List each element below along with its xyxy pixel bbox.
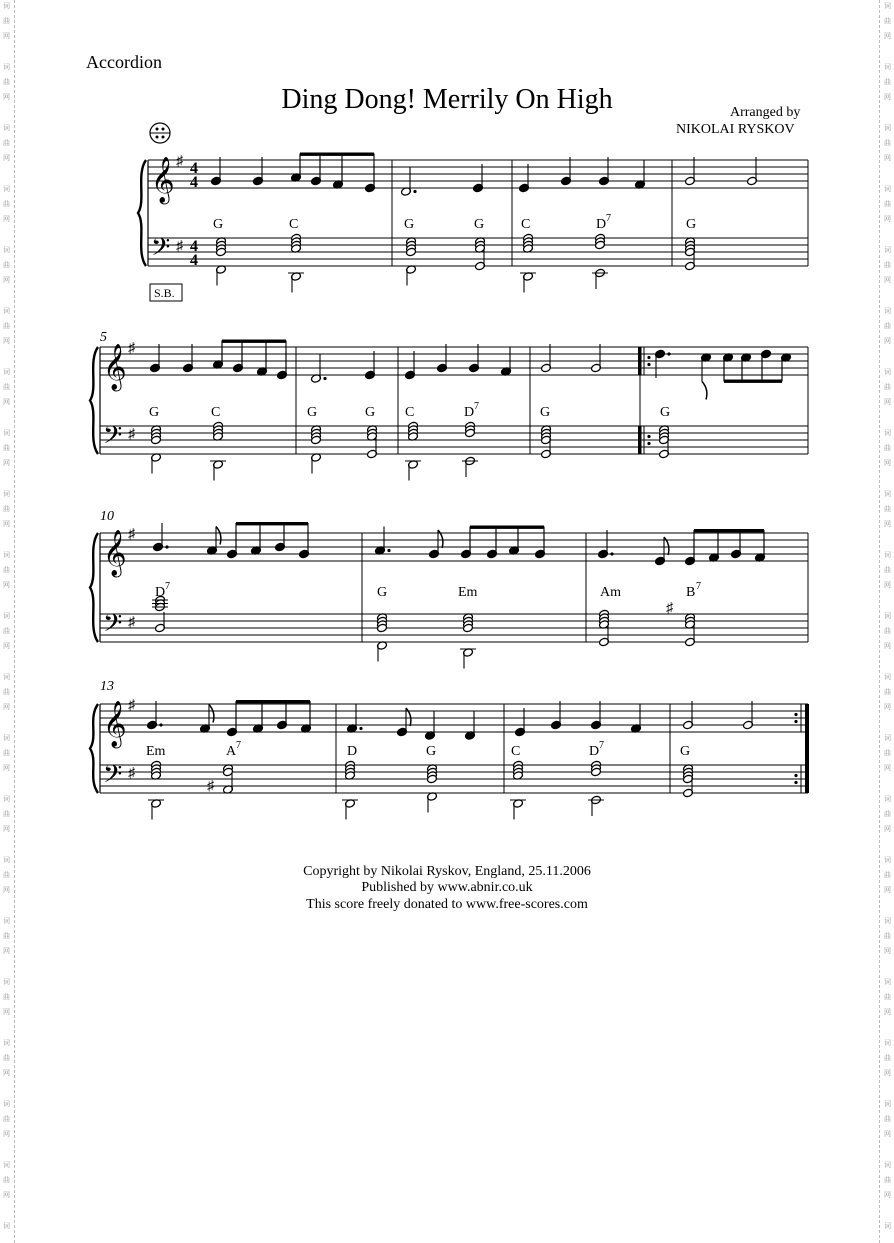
note-beam <box>236 522 308 525</box>
watermark-glyph: 网 <box>884 398 891 406</box>
watermark-glyph: 词 <box>3 734 10 742</box>
watermark-glyph: 网 <box>3 93 10 101</box>
chord-symbol-seventh: 7 <box>236 740 241 751</box>
watermark-glyph: 词 <box>884 978 891 986</box>
watermark-glyph: 曲 <box>3 139 10 147</box>
watermark-glyph: 曲 <box>3 505 10 513</box>
watermark-glyph: 网 <box>3 886 10 894</box>
chord-symbol: G <box>680 744 691 759</box>
watermark-glyph: 曲 <box>3 444 10 452</box>
watermark-glyph: 曲 <box>3 1176 10 1184</box>
watermark-glyph: 网 <box>3 947 10 955</box>
repeat-dot <box>647 363 650 366</box>
watermark-glyph: 网 <box>3 1130 10 1138</box>
watermark-glyph: 曲 <box>3 261 10 269</box>
watermark-glyph: 网 <box>3 825 10 833</box>
chord-symbol: C <box>521 217 531 232</box>
watermark-glyph: 词 <box>884 1222 891 1230</box>
bass-register-icon-dot <box>162 128 165 131</box>
chord-symbol: D <box>589 744 600 759</box>
repeat-dot <box>794 781 797 784</box>
watermark-glyph: 网 <box>884 32 891 40</box>
watermark-glyph: 词 <box>884 124 891 132</box>
watermark-glyph: 词 <box>884 246 891 254</box>
watermark-glyph: 词 <box>884 551 891 559</box>
watermark-glyph: 词 <box>3 795 10 803</box>
chord-symbol: B <box>686 585 696 600</box>
watermark-glyph: 曲 <box>884 383 891 391</box>
repeat-thick <box>638 426 642 454</box>
watermark-glyph: 网 <box>3 215 10 223</box>
watermark-glyph: 网 <box>3 642 10 650</box>
watermark-glyph: 曲 <box>884 749 891 757</box>
watermark-glyph: 网 <box>3 703 10 711</box>
chord-symbol: G <box>660 405 671 420</box>
watermark-glyph: 网 <box>884 703 891 711</box>
chord-symbol-seventh: 7 <box>599 740 604 751</box>
repeat-dot <box>647 356 650 359</box>
watermark-glyph: 曲 <box>884 566 891 574</box>
watermark-glyph: 词 <box>884 368 891 376</box>
watermark-glyph: 词 <box>884 734 891 742</box>
watermark-glyph: 曲 <box>3 749 10 757</box>
watermark-glyph: 曲 <box>884 444 891 452</box>
watermark-glyph: 曲 <box>884 261 891 269</box>
chord-symbol: G <box>213 217 224 232</box>
watermark-glyph: 词 <box>884 63 891 71</box>
chord-symbol: G <box>474 217 485 232</box>
watermark-glyph: 网 <box>884 459 891 467</box>
watermark-glyph: 词 <box>884 1039 891 1047</box>
note-dot <box>667 352 670 355</box>
watermark-glyph: 网 <box>3 581 10 589</box>
repeat-dot <box>794 774 797 777</box>
footer-donation: This score freely donated to www.free-scores.com <box>306 897 588 912</box>
watermark-glyph: 网 <box>3 520 10 528</box>
watermark-glyph: 曲 <box>884 322 891 330</box>
watermark-glyph: 曲 <box>884 200 891 208</box>
watermark-glyph: 曲 <box>3 1054 10 1062</box>
watermark-glyph: 网 <box>884 581 891 589</box>
chord-symbol: C <box>211 405 221 420</box>
watermark-glyph: 词 <box>884 612 891 620</box>
note-beam <box>222 340 286 343</box>
watermark-glyph: 曲 <box>884 627 891 635</box>
watermark-glyph: 网 <box>884 1069 891 1077</box>
chord-symbol: C <box>405 405 415 420</box>
watermark-glyph: 网 <box>884 764 891 772</box>
watermark-glyph: 词 <box>3 246 10 254</box>
chord-symbol-seventh: 7 <box>474 401 479 412</box>
time-sig-bottom: 4 <box>190 252 198 269</box>
watermark-glyph: 曲 <box>3 200 10 208</box>
watermark-glyph: 词 <box>3 2 10 10</box>
chord-symbol: C <box>289 217 299 232</box>
chord-symbol: G <box>404 217 415 232</box>
repeat-dot <box>647 442 650 445</box>
treble-clef-icon: 𝄞 <box>103 701 127 746</box>
chord-symbol: D <box>347 744 358 759</box>
watermark-glyph: 网 <box>3 398 10 406</box>
treble-clef-icon: 𝄞 <box>103 344 127 389</box>
note-beam <box>724 380 782 383</box>
watermark-glyph: 词 <box>3 551 10 559</box>
watermark-glyph: 网 <box>884 1130 891 1138</box>
watermark-glyph: 词 <box>3 429 10 437</box>
chord-symbol: A <box>226 744 237 759</box>
time-sig-top: 4 <box>190 238 198 255</box>
watermark-glyph: 网 <box>3 1191 10 1199</box>
watermark-glyph: 曲 <box>3 627 10 635</box>
watermark-glyph: 词 <box>884 185 891 193</box>
watermark-glyph: 曲 <box>3 932 10 940</box>
note-dot <box>387 549 390 552</box>
bass-clef-icon: 𝄢 <box>151 234 171 267</box>
watermark-glyph: 曲 <box>884 1115 891 1123</box>
watermark-glyph: 网 <box>884 93 891 101</box>
bass-register-icon-dot <box>156 128 159 131</box>
watermark-glyph: 网 <box>884 825 891 833</box>
chord-symbol-seventh: 7 <box>606 213 611 224</box>
watermark-glyph: 曲 <box>884 1176 891 1184</box>
key-sharp: ♯ <box>128 527 135 542</box>
watermark-glyph: 网 <box>3 764 10 772</box>
watermark-glyph: 词 <box>884 795 891 803</box>
watermark-glyph: 曲 <box>884 17 891 25</box>
chord-symbol: D <box>155 585 166 600</box>
time-sig-bottom: 4 <box>190 174 198 191</box>
watermark-glyph: 网 <box>884 642 891 650</box>
note-beam <box>470 526 544 529</box>
watermark-glyph: 词 <box>3 1161 10 1169</box>
watermark-glyph: 词 <box>3 307 10 315</box>
watermark-glyph: 词 <box>884 429 891 437</box>
watermark-glyph: 词 <box>3 673 10 681</box>
note-dot <box>165 545 168 548</box>
watermark-glyph: 词 <box>3 1100 10 1108</box>
accidental-sharp: ♯ <box>666 601 673 616</box>
repeat-thick <box>638 347 642 375</box>
chord-symbol: G <box>686 217 697 232</box>
watermark-glyph: 词 <box>884 2 891 10</box>
watermark-glyph: 曲 <box>884 932 891 940</box>
key-sharp: ♯ <box>128 427 135 442</box>
watermark-glyph: 曲 <box>884 505 891 513</box>
watermark-glyph: 词 <box>3 185 10 193</box>
watermark-glyph: 词 <box>884 917 891 925</box>
chord-symbol: G <box>540 405 551 420</box>
watermark-glyph: 曲 <box>884 871 891 879</box>
key-sharp: ♯ <box>128 766 135 781</box>
watermark-glyph: 网 <box>3 32 10 40</box>
watermark-glyph: 曲 <box>884 993 891 1001</box>
chord-symbol: G <box>377 585 388 600</box>
watermark-glyph: 词 <box>884 307 891 315</box>
note-beam <box>694 529 764 532</box>
watermark-glyph: 曲 <box>884 139 891 147</box>
watermark-glyph: 网 <box>884 337 891 345</box>
treble-clef-icon: 𝄞 <box>103 530 127 575</box>
watermark-glyph: 曲 <box>884 78 891 86</box>
watermark-glyph: 曲 <box>3 322 10 330</box>
note-flag <box>209 705 214 723</box>
watermark-glyph: 词 <box>884 490 891 498</box>
watermark-glyph: 网 <box>884 520 891 528</box>
chord-symbol: G <box>426 744 437 759</box>
brace <box>90 533 98 642</box>
bass-register-icon-dot <box>162 136 165 139</box>
watermark-glyph: 词 <box>884 1100 891 1108</box>
watermark-glyph: 词 <box>884 673 891 681</box>
watermark-glyph: 词 <box>884 1161 891 1169</box>
watermark-glyph: 词 <box>3 1222 10 1230</box>
watermark-glyph: 网 <box>884 1191 891 1199</box>
watermark-glyph: 曲 <box>3 871 10 879</box>
watermark-glyph: 曲 <box>3 17 10 25</box>
watermark-glyph: 词 <box>3 856 10 864</box>
footer-copyright: Copyright by Nikolai Ryskov, England, 25.11.2006 <box>303 864 591 879</box>
accidental-sharp: ♯ <box>207 779 214 794</box>
watermark-glyph: 网 <box>3 154 10 162</box>
watermark-glyph: 词 <box>3 1039 10 1047</box>
arranger-name: NIKOLAI RYSKOV <box>676 122 795 137</box>
score-title: Ding Dong! Merrily On High <box>281 84 613 115</box>
watermark-glyph: 曲 <box>3 78 10 86</box>
watermark-glyph: 词 <box>3 612 10 620</box>
watermark-glyph: 网 <box>884 154 891 162</box>
watermark-glyph: 网 <box>884 1008 891 1016</box>
measure-number: 10 <box>100 509 114 524</box>
note-beam <box>300 153 374 156</box>
watermark-glyph: 网 <box>3 459 10 467</box>
brace <box>90 347 98 454</box>
chord-symbol: G <box>365 405 376 420</box>
brace <box>138 160 146 266</box>
note-beam <box>236 700 310 703</box>
watermark-glyph: 曲 <box>884 1054 891 1062</box>
repeat-dot <box>647 435 650 438</box>
note-flag <box>702 382 707 400</box>
key-sharp: ♯ <box>176 239 183 254</box>
final-bar <box>805 704 809 793</box>
note-dot <box>610 552 613 555</box>
chord-symbol: G <box>307 405 318 420</box>
note-dot <box>159 723 162 726</box>
watermark-glyph: 曲 <box>884 810 891 818</box>
watermark-glyph: 曲 <box>884 688 891 696</box>
watermark-glyph: 网 <box>3 276 10 284</box>
chord-symbol: G <box>149 405 160 420</box>
treble-clef-icon: 𝄞 <box>151 157 175 202</box>
repeat-dot <box>794 713 797 716</box>
watermark-glyph: 词 <box>3 917 10 925</box>
watermark-glyph: 网 <box>884 215 891 223</box>
chord-symbol: C <box>511 744 521 759</box>
chord-symbol: Em <box>146 744 166 759</box>
chord-symbol: Em <box>458 585 478 600</box>
instrument-label: Accordion <box>86 52 162 72</box>
watermark-glyph: 词 <box>3 63 10 71</box>
watermark-glyph: 网 <box>884 947 891 955</box>
watermark-glyph: 词 <box>3 490 10 498</box>
watermark-glyph: 曲 <box>3 810 10 818</box>
watermark-glyph: 网 <box>3 337 10 345</box>
watermark-glyph: 曲 <box>3 566 10 574</box>
key-sharp: ♯ <box>128 341 135 356</box>
bass-register-label: S.B. <box>154 286 175 300</box>
chord-symbol-seventh: 7 <box>165 581 170 592</box>
watermark-glyph: 曲 <box>3 993 10 1001</box>
watermark-glyph: 网 <box>3 1069 10 1077</box>
bass-clef-icon: 𝄢 <box>103 761 123 794</box>
watermark-glyph: 曲 <box>3 383 10 391</box>
note-dot <box>359 727 362 730</box>
chord-symbol: D <box>464 405 475 420</box>
watermark-glyph: 词 <box>3 368 10 376</box>
bass-clef-icon: 𝄢 <box>103 610 123 643</box>
chord-symbol-seventh: 7 <box>696 581 701 592</box>
repeat-dot <box>794 720 797 723</box>
arranger-label: Arranged by <box>730 105 801 120</box>
watermark-glyph: 网 <box>3 1008 10 1016</box>
key-sharp: ♯ <box>176 154 183 169</box>
brace <box>90 704 98 793</box>
bass-clef-icon: 𝄢 <box>103 422 123 455</box>
note-flag <box>216 527 221 545</box>
watermark-glyph: 网 <box>884 886 891 894</box>
watermark-glyph: 词 <box>3 978 10 986</box>
measure-number: 5 <box>100 330 107 345</box>
footer-publisher: Published by www.abnir.co.uk <box>361 880 533 895</box>
watermark-glyph: 词 <box>884 856 891 864</box>
watermark-glyph: 曲 <box>3 1115 10 1123</box>
key-sharp: ♯ <box>128 698 135 713</box>
time-sig-top: 4 <box>190 160 198 177</box>
note-dot <box>413 190 416 193</box>
bass-register-icon-dot <box>156 136 159 139</box>
note-dot <box>323 377 326 380</box>
chord-symbol: Am <box>600 585 621 600</box>
chord-symbol: D <box>596 217 607 232</box>
watermark-glyph: 词 <box>3 124 10 132</box>
key-sharp: ♯ <box>128 615 135 630</box>
measure-number: 13 <box>100 679 114 694</box>
watermark-glyph: 网 <box>884 276 891 284</box>
watermark-glyph: 曲 <box>3 688 10 696</box>
